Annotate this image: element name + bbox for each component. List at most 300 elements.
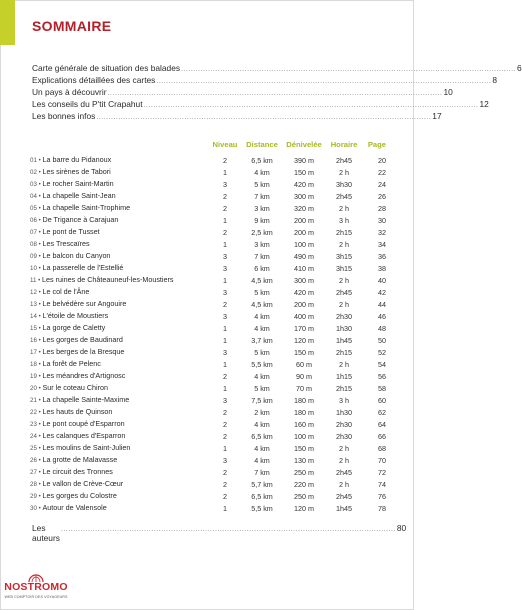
walk-bullet: • [36,421,43,428]
table-row[interactable] [30,274,388,286]
walk-niveau: 1 [223,359,227,369]
walk-page: 30 [378,215,386,225]
walk-horaire: 3 h [339,395,349,405]
walk-denivelee: 70 m [296,383,312,393]
toc-entry-page: 17 [432,111,442,121]
walk-page: 34 [378,239,386,249]
walk-denivelee: 60 m [296,359,312,369]
walk-number: 28 [30,481,37,488]
walk-bullet: • [36,349,43,356]
walk-number: 16 [30,337,37,344]
page-title: SOMMAIRE [32,18,112,34]
walk-number: 26 [30,457,37,464]
walk-horaire: 2h30 [336,311,352,321]
walks-table [30,140,388,514]
walk-distance: 3 km [254,203,270,213]
walk-distance: 7,5 km [251,395,273,405]
walk-number: 25 [30,445,37,452]
walk-denivelee: 400 m [294,311,314,321]
walk-denivelee: 420 m [294,179,314,189]
walk-page: 52 [378,347,386,357]
walk-niveau: 2 [223,191,227,201]
walk-name: Le vallon de Crève-Cœur [42,479,124,488]
walk-horaire: 1h15 [336,371,352,381]
walk-page: 48 [378,323,386,333]
walk-name-cell [30,178,208,190]
walk-bullet: • [36,313,43,320]
walk-bullet: • [36,193,43,200]
walk-denivelee: 150 m [294,167,314,177]
walk-denivelee: 200 m [294,227,314,237]
walk-distance: 5 km [254,383,270,393]
walk-denivelee: 410 m [294,263,314,273]
walk-name-cell [30,322,208,334]
walk-denivelee: 250 m [294,467,314,477]
walk-denivelee: 180 m [294,407,314,417]
walk-name: Les sirènes de Tabori [42,167,111,176]
walk-name: La chapelle Saint-Jean [42,191,116,200]
walk-name: La barre du Pidanoux [42,155,112,164]
walk-distance: 4,5 km [251,299,273,309]
walk-horaire: 2h45 [336,287,352,297]
header-denivelee: Dénivelée [286,140,322,149]
table-row[interactable] [30,370,388,382]
walk-distance: 6,5 km [251,155,273,165]
walk-distance: 5,5 km [251,359,273,369]
walk-page: 60 [378,395,386,405]
walk-niveau: 1 [223,167,227,177]
walk-distance: 5,5 km [251,503,273,513]
toc-entry-page: 10 [443,87,453,97]
walk-horaire: 2 h [339,443,349,453]
walk-niveau: 1 [223,239,227,249]
walk-bullet: • [36,277,43,284]
walk-bullet: • [36,457,43,464]
walk-name-cell [30,406,208,418]
walk-niveau: 2 [223,227,227,237]
toc-entry[interactable] [32,62,522,74]
walk-denivelee: 200 m [294,215,314,225]
walk-denivelee: 130 m [294,455,314,465]
walk-name-cell [30,346,208,358]
table-row[interactable] [30,454,388,466]
walk-denivelee: 420 m [294,287,314,297]
walk-niveau: 3 [223,347,227,357]
walk-niveau: 1 [223,503,227,513]
table-row[interactable] [30,466,388,478]
walk-bullet: • [36,469,43,476]
walk-horaire: 2 h [339,275,349,285]
walk-name: Le col de l'Âne [42,287,90,296]
dot-leader: ......................................................................................................................................... [107,90,443,97]
walk-horaire: 2h30 [336,431,352,441]
walk-name-cell [30,382,208,394]
walk-bullet: • [36,409,43,416]
walk-bullet: • [36,505,43,512]
walk-page: 64 [378,419,386,429]
header-niveau: Niveau [212,140,238,149]
table-row[interactable] [30,154,388,166]
walk-distance: 5 km [254,287,270,297]
walk-number: 14 [30,313,37,320]
toc-entry[interactable] [32,110,442,122]
walk-horaire: 2h15 [336,227,352,237]
header-page: Page [367,140,386,149]
walk-page: 78 [378,503,386,513]
walk-horaire: 3h15 [336,251,352,261]
walk-bullet: • [36,229,43,236]
walk-horaire: 3h15 [336,263,352,273]
walk-number: 07 [30,229,37,236]
walk-name-cell [30,370,208,382]
table-row[interactable] [30,478,388,490]
walk-bullet: • [36,493,43,500]
walk-niveau: 2 [223,155,227,165]
walk-name: Les Trescaïres [42,239,90,248]
toc-entry-label: Explications détaillées des cartes [32,75,156,85]
walk-distance: 2 km [254,407,270,417]
toc-entry[interactable] [32,74,497,86]
walk-page: 68 [378,443,386,453]
walk-niveau: 2 [223,491,227,501]
walk-name-cell [30,166,208,178]
walk-number: 17 [30,349,37,356]
walk-denivelee: 100 m [294,431,314,441]
walk-bullet: • [36,481,43,488]
walk-page: 62 [378,407,386,417]
walk-distance: 4 km [254,311,270,321]
walk-horaire: 2h30 [336,419,352,429]
walk-niveau: 3 [223,179,227,189]
walk-horaire: 2 h [339,359,349,369]
walk-page: 32 [378,227,386,237]
walk-distance: 4 km [254,323,270,333]
dot-leader: ......................................................................................................................................... [181,66,517,73]
walk-name: La grotte de Malavasse [42,455,118,464]
toc-entry-label: Les conseils du P'tit Crapahut [32,99,143,109]
walk-horaire: 3 h [339,215,349,225]
walk-bullet: • [36,217,43,224]
walk-denivelee: 180 m [294,395,314,405]
walk-denivelee: 120 m [294,503,314,513]
toc-entry-label: Carte générale de situation des balades [32,63,181,73]
walk-niveau: 2 [223,467,227,477]
table-row[interactable] [30,394,388,406]
walk-horaire: 2 h [339,203,349,213]
walk-name-cell [30,502,208,514]
walk-distance: 3 km [254,239,270,249]
table-row[interactable] [30,190,388,202]
walk-page: 40 [378,275,386,285]
walk-name-cell [30,430,208,442]
walk-distance: 4 km [254,419,270,429]
walk-name: Le circuit des Tronnes [42,467,113,476]
walk-page: 58 [378,383,386,393]
walk-denivelee: 170 m [294,323,314,333]
walk-page: 74 [378,479,386,489]
walk-denivelee: 250 m [294,491,314,501]
walk-distance: 7 km [254,467,270,477]
walk-name: Les moulins de Saint-Julien [42,443,131,452]
walk-page: 24 [378,179,386,189]
walk-number: 09 [30,253,37,260]
walk-distance: 6 km [254,263,270,273]
dot-leader: ......................................................................................................................................... [156,78,492,85]
walk-page: 50 [378,335,386,345]
toc-entry[interactable] [32,98,489,110]
walk-horaire: 1h30 [336,323,352,333]
walk-distance: 4,5 km [251,275,273,285]
walk-name-cell [30,238,208,250]
walk-name: Les hauts de Quinson [42,407,113,416]
walk-name: Sur le coteau Chiron [42,383,109,392]
logo-name: NOSTROMO [4,581,68,593]
table-row[interactable] [30,430,388,442]
table-row[interactable] [30,490,388,502]
nostromo-logo [3,570,69,606]
walk-name-cell [30,262,208,274]
walk-page: 46 [378,311,386,321]
walk-number: 06 [30,217,37,224]
walk-niveau: 1 [223,323,227,333]
walk-denivelee: 200 m [294,299,314,309]
walk-distance: 5 km [254,347,270,357]
walk-name: La gorge de Caletty [42,323,106,332]
dot-leader: ......................................................................................................................................... [60,526,396,533]
walk-denivelee: 490 m [294,251,314,261]
walk-niveau: 3 [223,311,227,321]
header-name [30,140,208,154]
table-row[interactable] [30,310,388,322]
walk-name-cell [30,490,208,502]
walk-niveau: 1 [223,443,227,453]
header-horaire: Horaire [330,140,358,149]
walk-name-cell [30,226,208,238]
table-row[interactable] [30,382,388,394]
table-row[interactable] [30,166,388,178]
table-row[interactable] [30,442,388,454]
table-row[interactable] [30,238,388,250]
table-row[interactable] [30,226,388,238]
walk-page: 36 [378,251,386,261]
table-row[interactable] [30,358,388,370]
walk-number: 15 [30,325,37,332]
walk-number: 20 [30,385,37,392]
walk-bullet: • [36,397,43,404]
walk-bullet: • [36,361,43,368]
walk-number: 05 [30,205,37,212]
walk-niveau: 2 [223,371,227,381]
walk-niveau: 2 [223,203,227,213]
walk-name-cell [30,274,208,286]
walk-page: 70 [378,455,386,465]
walk-denivelee: 150 m [294,347,314,357]
walk-horaire: 1h30 [336,407,352,417]
walk-name: Le belvédère sur Angouire [42,299,127,308]
walk-number: 10 [30,265,37,272]
walk-name-cell [30,442,208,454]
walk-bullet: • [36,337,43,344]
walks-table-header [30,140,388,154]
table-row[interactable] [30,334,388,346]
walk-distance: 4 km [254,455,270,465]
walk-niveau: 3 [223,395,227,405]
toc-entry-label: Un pays à découvrir [32,87,107,97]
walk-niveau: 2 [223,419,227,429]
intro-toc [32,62,522,122]
walk-niveau: 1 [223,335,227,345]
walk-horaire: 2 h [339,479,349,489]
walk-niveau: 3 [223,251,227,261]
walk-bullet: • [36,241,43,248]
table-row[interactable] [30,502,388,514]
walk-bullet: • [36,385,43,392]
walk-distance: 4 km [254,443,270,453]
walk-name: Les gorges de Baudinard [42,335,123,344]
walk-horaire: 1h45 [336,503,352,513]
walk-denivelee: 160 m [294,419,314,429]
walk-distance: 7 km [254,251,270,261]
header-distance: Distance [246,140,278,149]
walk-horaire: 2 h [339,239,349,249]
walk-distance: 7 km [254,191,270,201]
walk-name: Les ruines de Châteauneuf-les-Moustiers [42,275,174,284]
walk-number: 24 [30,433,37,440]
walk-name: La forêt de Pelenc [42,359,101,368]
walk-distance: 4 km [254,371,270,381]
dot-leader: ......................................................................................................................................... [96,114,432,121]
walk-page: 44 [378,299,386,309]
toc-entry[interactable] [32,86,453,98]
walk-distance: 5 km [254,179,270,189]
walk-number: 23 [30,421,37,428]
walk-name-cell [30,478,208,490]
walk-horaire: 2h15 [336,383,352,393]
walk-denivelee: 220 m [294,479,314,489]
walk-page: 72 [378,467,386,477]
walk-niveau: 2 [223,431,227,441]
walk-bullet: • [36,325,43,332]
table-row[interactable] [30,298,388,310]
walk-bullet: • [36,301,43,308]
walk-horaire: 2 h [339,455,349,465]
table-row[interactable] [30,178,388,190]
walk-horaire: 2 h [339,167,349,177]
walk-name-cell [30,334,208,346]
walk-number: 27 [30,469,37,476]
walk-denivelee: 120 m [294,335,314,345]
walk-horaire: 2h15 [336,347,352,357]
walk-name: L'étoile de Moustiers [42,311,109,320]
walk-name-cell [30,190,208,202]
walk-number: 30 [30,505,37,512]
walk-name-cell [30,358,208,370]
walk-niveau: 1 [223,383,227,393]
walk-niveau: 3 [223,455,227,465]
walk-page: 38 [378,263,386,273]
walk-name: Le rocher Saint-Martin [42,179,114,188]
dot-leader: ......................................................................................................................................... [143,102,479,109]
walk-number: 03 [30,181,37,188]
toc-entry-page: 12 [479,99,489,109]
walk-horaire: 2h45 [336,155,352,165]
walk-niveau: 2 [223,479,227,489]
walk-distance: 4 km [254,167,270,177]
walk-name: Les méandres d'Artignosc [42,371,126,380]
walk-number: 21 [30,397,37,404]
walk-number: 13 [30,301,37,308]
walk-page: 66 [378,431,386,441]
walk-name-cell [30,418,208,430]
walk-bullet: • [36,265,43,272]
walk-name: Le pont de Tusset [42,227,100,236]
walk-name: Les gorges du Colostre [42,491,117,500]
walk-horaire: 1h45 [336,335,352,345]
walk-number: 11 [30,277,37,284]
walk-denivelee: 300 m [294,191,314,201]
walk-name-cell [30,286,208,298]
walk-number: 01 [30,157,37,164]
walk-number: 04 [30,193,37,200]
authors-entry[interactable] [32,523,407,543]
walk-distance: 2,5 km [251,227,273,237]
walk-horaire: 2h45 [336,491,352,501]
walk-bullet: • [36,253,43,260]
table-row[interactable] [30,286,388,298]
walk-bullet: • [36,289,43,296]
walk-name-cell [30,250,208,262]
walk-name: La passerelle de l'Estellié [42,263,124,272]
walk-number: 22 [30,409,37,416]
walk-name: Les berges de la Bresque [42,347,125,356]
walk-denivelee: 90 m [296,371,312,381]
walk-denivelee: 300 m [294,275,314,285]
walk-denivelee: 390 m [294,155,314,165]
walk-horaire: 2h45 [336,467,352,477]
table-row[interactable] [30,202,388,214]
walk-distance: 3,7 km [251,335,273,345]
walk-name: Le balcon du Canyon [42,251,111,260]
walk-bullet: • [36,157,43,164]
walk-name-cell [30,310,208,322]
green-corner-tab [0,0,15,45]
authors-page: 80 [396,523,407,533]
table-row[interactable] [30,214,388,226]
walk-bullet: • [36,169,43,176]
walk-name: Le pont coupé d'Esparron [42,419,125,428]
walk-page: 42 [378,287,386,297]
walk-page: 26 [378,191,386,201]
walk-name: Autour de Valensole [42,503,107,512]
walk-distance: 5,7 km [251,479,273,489]
table-row[interactable] [30,322,388,334]
walk-denivelee: 320 m [294,203,314,213]
walk-page: 56 [378,371,386,381]
walk-horaire: 2h45 [336,191,352,201]
walk-niveau: 3 [223,263,227,273]
walk-number: 29 [30,493,37,500]
walk-distance: 9 km [254,215,270,225]
table-row[interactable] [30,250,388,262]
walk-page: 28 [378,203,386,213]
table-row[interactable] [30,418,388,430]
table-row[interactable] [30,406,388,418]
authors-label: Les auteurs [32,523,60,543]
table-row[interactable] [30,262,388,274]
walk-distance: 6,5 km [251,491,273,501]
walk-page: 76 [378,491,386,501]
table-row[interactable] [30,346,388,358]
